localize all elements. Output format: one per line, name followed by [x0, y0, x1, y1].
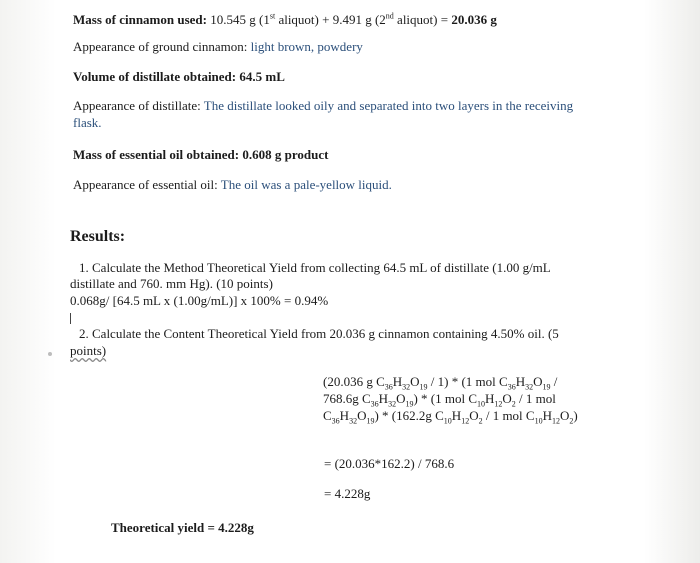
calc-sub: 10	[477, 399, 486, 409]
appearance-oil-label: Appearance of essential oil:	[73, 177, 218, 192]
volume-distillate-line: Volume of distillate obtained: 64.5 mL	[73, 69, 285, 84]
appearance-oil-line	[73, 177, 392, 193]
mass-cinnamon-end: aliquot) =	[393, 12, 452, 27]
question1-line2: distillate and 760. mm Hg). (10 points)	[70, 276, 273, 291]
calc-text: O	[357, 408, 367, 423]
mass-cinnamon-total: 20.036 g	[451, 12, 497, 27]
theoretical-yield: Theoretical yield = 4.228g	[111, 520, 254, 535]
calc-text: O	[533, 374, 543, 389]
mass-cinnamon-line	[73, 12, 497, 28]
appearance-ground-value: light brown, powdery	[250, 39, 363, 54]
appearance-ground-label: Appearance of ground cinnamon:	[73, 39, 248, 54]
calc-text: O	[502, 391, 512, 406]
calc-sub: 32	[388, 399, 397, 409]
calc-sub: 36	[384, 382, 393, 392]
question1-answer: 0.068g/ [64.5 mL x (1.00g/mL)] x 100% = 0.94%	[70, 293, 329, 308]
calc-sub: 19	[542, 382, 551, 392]
calc-text: / 1 mol	[515, 391, 556, 406]
margin-dot	[48, 352, 52, 356]
calc-text: C	[323, 408, 332, 423]
calc-text: )	[573, 408, 578, 423]
calc-sub: 36	[331, 416, 340, 426]
calc-sub: 12	[551, 416, 560, 426]
results-heading: Results:	[70, 228, 126, 245]
calc-line3	[323, 408, 578, 424]
question1-line1: 1. Calculate the Method Theoretical Yield from collecting 64.5 mL of distillate (1.00 g/mL	[79, 260, 551, 275]
calc-sub: 19	[366, 416, 375, 426]
appearance-distillate-value: The distillate looked oily and separated into two layers in the receiving	[203, 98, 574, 113]
calc-text: (20.036 g C	[323, 374, 385, 389]
calc-text: 768.6g C	[323, 391, 371, 406]
calc-sub: 36	[507, 382, 516, 392]
calc-text: / 1 mol C	[482, 408, 535, 423]
calc-sub: 2	[511, 399, 516, 409]
calc-sub: 32	[525, 382, 534, 392]
calc-equation1: = (20.036*162.2) / 768.6	[324, 456, 455, 471]
calc-equation2: = 4.228g	[324, 486, 371, 501]
calc-sub: 32	[402, 382, 411, 392]
calc-sub: 2	[478, 416, 483, 426]
calc-text: H	[392, 374, 403, 389]
mass-cinnamon-label: Mass of cinnamon used:	[73, 12, 207, 27]
calc-text: H	[451, 408, 462, 423]
calc-sub: 19	[419, 382, 428, 392]
calc-sub: 2	[569, 416, 574, 426]
appearance-oil-value: The oil was a pale-yellow liquid.	[220, 177, 392, 192]
calc-text: / 1) * (1 mol C	[427, 374, 508, 389]
sup-first: st	[269, 11, 276, 21]
appearance-distillate-label: Appearance of distillate:	[73, 98, 201, 113]
question2-line1: 2. Calculate the Content Theoretical Yield from 20.036 g cinnamon containing 4.50% oil. (5	[79, 326, 559, 341]
sup-second: nd	[385, 11, 394, 21]
mass-oil-line: Mass of essential oil obtained: 0.608 g product	[73, 147, 329, 162]
calc-sub: 12	[461, 416, 470, 426]
calc-sub: 36	[370, 399, 379, 409]
calc-sub: 10	[443, 416, 452, 426]
calc-sub: 12	[494, 399, 503, 409]
calc-text: O	[410, 374, 420, 389]
text-cursor	[70, 313, 71, 324]
calc-text: /	[550, 374, 558, 389]
mass-cinnamon-mid: aliquot) + 9.491 g (2	[275, 12, 386, 27]
calc-sub: 19	[405, 399, 414, 409]
appearance-ground-line	[73, 39, 363, 55]
calc-text: O	[469, 408, 479, 423]
mass-cinnamon-value1: 10.545 g (1	[210, 12, 270, 27]
calc-text: H	[542, 408, 552, 423]
calc-text: ) * (162.2g C	[374, 408, 444, 423]
calc-text: H	[339, 408, 350, 423]
calc-text: H	[485, 391, 495, 406]
appearance-distillate-line2: flask.	[73, 115, 102, 130]
question2-line2: points)	[70, 343, 107, 358]
calc-text: H	[378, 391, 389, 406]
calc-sub: 32	[349, 416, 358, 426]
appearance-distillate-line1	[73, 98, 573, 114]
calc-line2	[323, 391, 556, 407]
calc-line1	[323, 374, 557, 390]
calc-text: O	[559, 408, 570, 423]
calc-text: O	[396, 391, 406, 406]
calc-sub: 10	[534, 416, 543, 426]
calc-text: H	[515, 374, 526, 389]
calc-text: ) * (1 mol C	[413, 391, 478, 406]
